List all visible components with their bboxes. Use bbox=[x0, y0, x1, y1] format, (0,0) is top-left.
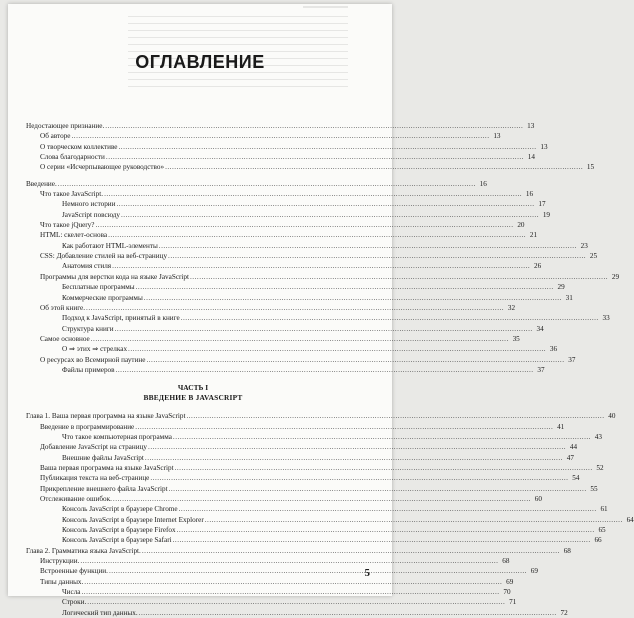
toc-dot-leader bbox=[95, 220, 513, 230]
toc-dot-leader bbox=[186, 411, 604, 421]
toc-dot-leader bbox=[168, 251, 586, 261]
toc-entry bbox=[26, 162, 595, 172]
toc-entry-page: 61 bbox=[600, 505, 608, 514]
toc-entry-title: Об этой книге. bbox=[40, 303, 86, 312]
toc-entry bbox=[26, 587, 511, 597]
toc-entry-title: Немного истории bbox=[62, 200, 116, 209]
toc-entry-title: Слова благодарности bbox=[40, 153, 105, 162]
toc-dot-leader bbox=[87, 597, 505, 607]
toc-entry-title: Отслеживание ошибок. bbox=[40, 495, 112, 503]
toc-entry-title: Структура книги bbox=[62, 324, 114, 333]
toc-entry-page: 60 bbox=[534, 495, 542, 503]
toc-entry-title: Подход к JavaScript, принятый в книге bbox=[62, 314, 180, 323]
toc-dot-leader bbox=[145, 453, 563, 463]
toc-entry-title: HTML: скелет-основа bbox=[40, 231, 108, 240]
toc-entry bbox=[26, 504, 608, 514]
toc-entry-title: Консоль JavaScript в браузере Safari bbox=[62, 536, 172, 545]
toc-entry bbox=[26, 494, 542, 504]
toc-entry bbox=[26, 131, 501, 141]
toc-entry-title: Инструкции. bbox=[40, 557, 80, 566]
toc-dot-leader bbox=[108, 230, 526, 240]
toc-entry-title: Введение в программирование bbox=[40, 422, 135, 431]
toc-front-matter bbox=[26, 121, 595, 173]
toc-dot-leader bbox=[104, 189, 522, 199]
toc-dot-leader bbox=[91, 334, 509, 344]
toc-entry-page: 21 bbox=[529, 231, 538, 240]
toc-entry bbox=[26, 152, 535, 162]
toc-dot-leader bbox=[119, 142, 537, 152]
toc-dot-leader bbox=[175, 463, 593, 473]
toc-entry bbox=[26, 463, 604, 473]
toc-dot-leader bbox=[144, 293, 562, 303]
toc-dot-leader bbox=[179, 504, 597, 514]
toc-entry bbox=[26, 121, 535, 131]
toc-dot-leader bbox=[142, 546, 560, 556]
toc-dot-leader bbox=[71, 131, 489, 141]
toc-entry-page: 54 bbox=[572, 474, 580, 483]
toc-entry-title: О серии «Исчерпывающее руководство» bbox=[40, 163, 165, 172]
toc-dot-leader bbox=[58, 179, 476, 189]
toc-entry bbox=[26, 535, 602, 545]
toc-entry-title: Публикация текста на веб-странице bbox=[40, 474, 150, 483]
toc-entry-page: 66 bbox=[594, 536, 602, 545]
toc-entry-page: 13 bbox=[540, 142, 548, 151]
toc-entry-page: 41 bbox=[557, 422, 565, 431]
toc-entry-page: 29 bbox=[557, 283, 565, 292]
toc-entry bbox=[26, 230, 538, 240]
toc-entry-page: 16 bbox=[479, 179, 487, 188]
toc-entry-title: Консоль JavaScript в браузере Internet Explorer bbox=[62, 515, 204, 524]
toc-entry bbox=[26, 432, 602, 442]
toc-entry-title: Ваша первая программа на языке JavaScript bbox=[40, 463, 174, 472]
toc-entry bbox=[26, 577, 514, 587]
toc-entry-title: Логический тип данных. bbox=[62, 608, 138, 617]
toc-entry-page: 65 bbox=[598, 526, 606, 535]
toc-dot-leader bbox=[190, 272, 608, 282]
toc-entry bbox=[26, 179, 487, 189]
toc-dot-leader bbox=[177, 525, 595, 535]
toc-entry-page: 64 bbox=[626, 515, 634, 524]
page-title: ОГЛАВЛЕНИЕ bbox=[135, 52, 265, 72]
toc-entry-title: Добавление JavaScript на страницу bbox=[40, 443, 148, 452]
toc-dot-leader bbox=[148, 442, 566, 452]
toc-entry-title: Как работают HTML-элементы bbox=[62, 241, 158, 250]
toc-entry bbox=[26, 344, 558, 354]
toc-dot-leader bbox=[135, 422, 553, 432]
toc-dot-leader bbox=[173, 535, 591, 545]
part-label: ЧАСТЬ I bbox=[177, 383, 209, 393]
toc-entry-title: О ресурсах во Всемирной паутине bbox=[40, 355, 146, 364]
toc-entry bbox=[26, 597, 517, 607]
toc-dot-leader bbox=[115, 324, 533, 334]
toc-entry-title: О ⇒ этих ⇒ стрелках bbox=[62, 345, 128, 354]
toc-entry-page: 70 bbox=[503, 588, 511, 597]
toc-entry-page: 16 bbox=[525, 190, 534, 199]
part-title: ВВЕДЕНИЕ В JAVASCRIPT bbox=[143, 393, 243, 403]
toc-dot-leader bbox=[84, 577, 502, 587]
page-number: 5 bbox=[364, 567, 370, 579]
toc-entry-title: Введение. bbox=[26, 179, 57, 188]
toc-dot-leader bbox=[86, 303, 504, 313]
toc-entry bbox=[26, 220, 525, 230]
toc-entry-title: JavaScript повсюду bbox=[62, 210, 120, 219]
toc-entry bbox=[26, 515, 634, 525]
toc-entry-page: 55 bbox=[590, 484, 598, 493]
toc-entry bbox=[26, 546, 571, 556]
toc-entry-page: 25 bbox=[589, 252, 598, 261]
toc-entry bbox=[26, 241, 588, 251]
toc-dot-leader bbox=[106, 152, 524, 162]
toc-entry-page: 69 bbox=[506, 577, 514, 586]
toc-entry-title: Глава 2. Грамматика языка JavaScript. bbox=[26, 546, 141, 555]
toc-entry bbox=[26, 313, 610, 323]
toc-entry-title: Типы данных. bbox=[40, 577, 84, 586]
toc-entry-page: 17 bbox=[538, 200, 546, 209]
toc-entry bbox=[26, 282, 565, 292]
toc-dot-leader bbox=[113, 494, 531, 504]
toc-entry bbox=[26, 142, 548, 152]
toc-entry bbox=[26, 303, 516, 313]
toc-entry bbox=[26, 272, 620, 282]
toc-dot-leader bbox=[173, 432, 591, 442]
toc-dot-leader bbox=[80, 556, 498, 566]
toc-entry-page: 15 bbox=[586, 163, 595, 172]
toc-dot-leader bbox=[205, 515, 623, 525]
toc-entry bbox=[26, 525, 606, 535]
toc-dot-leader bbox=[169, 484, 587, 494]
book-page bbox=[8, 4, 634, 617]
toc-entry-page: 26 bbox=[533, 262, 542, 271]
toc-entry-page: 69 bbox=[530, 567, 538, 576]
toc-entry-title: Внешние файлы JavaScript bbox=[62, 453, 144, 462]
toc-entry-page: 33 bbox=[602, 314, 610, 323]
toc-entry bbox=[26, 261, 542, 271]
toc-dot-leader bbox=[136, 282, 554, 292]
toc-entry-title: Самое основное bbox=[40, 334, 90, 343]
toc-entry-page: 72 bbox=[560, 608, 568, 617]
toc-entry-title: Бесплатные программы bbox=[62, 283, 135, 292]
toc-dot-leader bbox=[146, 355, 564, 365]
toc-entry-page: 36 bbox=[549, 345, 558, 354]
toc-entry-page: 32 bbox=[507, 303, 516, 312]
toc-dot-leader bbox=[109, 566, 527, 576]
toc-dot-leader bbox=[112, 261, 530, 271]
toc-entry-title: Недостающее признание. bbox=[26, 122, 105, 130]
toc-entry bbox=[26, 251, 598, 261]
toc-entry bbox=[26, 411, 616, 421]
toc-entry bbox=[26, 566, 538, 576]
toc-entry-title: Встроенные функции. bbox=[40, 567, 108, 576]
toc-entry bbox=[26, 189, 534, 199]
toc-entry bbox=[26, 293, 573, 303]
toc-entry-page: 68 bbox=[502, 557, 510, 566]
toc-entry-title: Что такое jQuery? bbox=[40, 221, 95, 230]
toc-entry-title: Об авторе bbox=[40, 132, 71, 141]
toc-entry-title: Коммерческие программы bbox=[62, 293, 143, 302]
toc-entry-page: 35 bbox=[512, 334, 520, 343]
toc-entry-title: Числа bbox=[62, 588, 81, 597]
toc-entry bbox=[26, 365, 545, 375]
toc-entry bbox=[26, 484, 598, 494]
toc-entry-page: 13 bbox=[527, 122, 535, 130]
toc-dot-leader bbox=[117, 199, 535, 209]
toc-entry bbox=[26, 199, 546, 209]
toc-entry bbox=[26, 556, 510, 566]
toc-entry-title: Что такое JavaScript. bbox=[40, 190, 104, 199]
toc-entry-page: 52 bbox=[596, 463, 604, 472]
toc-entry bbox=[26, 473, 580, 483]
table-of-contents bbox=[26, 121, 634, 618]
toc-entry bbox=[26, 608, 568, 618]
toc-entry-title: Прикрепление внешнего файла JavaScript bbox=[40, 484, 168, 493]
toc-entry-page: 20 bbox=[517, 221, 525, 230]
toc-dot-leader bbox=[116, 365, 534, 375]
toc-dot-leader bbox=[128, 344, 546, 354]
toc-entry-title: Консоль JavaScript в браузере Chrome bbox=[62, 505, 178, 514]
toc-entry-title: CSS: Добавление стилей на веб-страницу bbox=[40, 252, 168, 261]
toc-dot-leader bbox=[82, 587, 500, 597]
toc-entry bbox=[26, 355, 576, 365]
toc-entry-page: 47 bbox=[566, 453, 574, 462]
toc-dot-leader bbox=[105, 121, 523, 131]
toc-entry-page: 37 bbox=[537, 365, 545, 374]
toc-dot-leader bbox=[165, 162, 583, 172]
toc-dot-leader bbox=[181, 313, 599, 323]
toc-entry-page: 44 bbox=[569, 443, 578, 452]
toc-dot-leader bbox=[121, 210, 539, 220]
toc-entry-title: Программы для верстки кода на языке JavaScript bbox=[40, 272, 189, 281]
toc-entry-title: Глава 1. Ваша первая программа на языке JavaScript bbox=[26, 412, 186, 421]
toc-entry-title: Анатомия стиля bbox=[62, 262, 112, 271]
toc-entry-page: 71 bbox=[509, 598, 517, 607]
toc-entry-page: 40 bbox=[608, 412, 616, 421]
toc-entry-title: Что такое компьютерная программа bbox=[62, 432, 172, 441]
toc-entry-title: Файлы примеров bbox=[62, 365, 115, 374]
toc-dot-leader bbox=[150, 473, 568, 483]
toc-part-one bbox=[26, 411, 634, 618]
toc-entry bbox=[26, 324, 544, 334]
toc-entry bbox=[26, 442, 578, 452]
toc-entry-page: 13 bbox=[493, 132, 501, 141]
toc-entry bbox=[26, 210, 551, 220]
toc-introduction bbox=[26, 179, 620, 376]
toc-dot-leader bbox=[139, 608, 557, 618]
toc-entry-title: Консоль JavaScript в браузере Firefox bbox=[62, 526, 176, 535]
toc-entry-page: 43 bbox=[594, 432, 602, 441]
toc-entry-page: 34 bbox=[536, 324, 544, 333]
toc-entry-page: 68 bbox=[563, 546, 571, 555]
toc-entry bbox=[26, 453, 574, 463]
toc-entry-page: 31 bbox=[565, 293, 573, 302]
toc-entry-title: Строки. bbox=[62, 598, 87, 607]
toc-dot-leader bbox=[159, 241, 577, 251]
toc-entry-page: 19 bbox=[542, 210, 551, 219]
toc-entry bbox=[26, 334, 520, 344]
toc-entry-page: 23 bbox=[580, 241, 588, 250]
toc-entry-page: 29 bbox=[611, 272, 620, 281]
toc-entry-page: 14 bbox=[527, 153, 535, 162]
toc-entry-page: 37 bbox=[568, 355, 576, 364]
toc-entry bbox=[26, 422, 565, 432]
toc-entry-title: О творческом коллективе bbox=[40, 142, 118, 151]
